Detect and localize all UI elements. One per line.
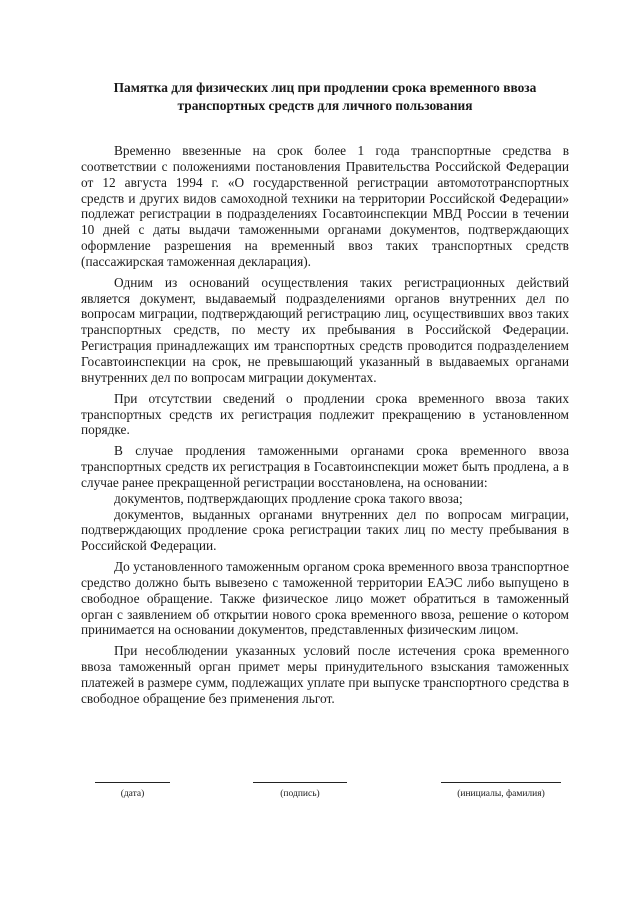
list-item-migration-documents: документов, выданных органами внутренних дел по вопросам миграции, подтверждающих продление срока регистрации таких лиц по месту пребывания в Российской Федерации. bbox=[81, 506, 569, 554]
document-body bbox=[81, 143, 569, 712]
name-label: (инициалы, фамилия) bbox=[457, 789, 545, 799]
signature-sign-field bbox=[253, 782, 347, 799]
paragraph-export-deadline: До установленного таможенным органом срока временного ввоза транспортное средство должно быть вывезено с таможенной территории ЕАЭС либо выпущено в свободное обращение. Также физическое лицо может обратиться в таможенный орган с заявлением об открытии нового срока временного ввоза, решение о котором принимается на основании документов, представленных физическим лицом. bbox=[81, 559, 569, 638]
paragraph-enforcement: При несоблюдении указанных условий после истечения срока временного ввоза таможенный орган примет меры принудительного взыскания таможенных платежей в размере сумм, подлежащих уплате при выпуске транспортного средства в свободное обращение без применения льгот. bbox=[81, 643, 569, 706]
name-line bbox=[441, 782, 561, 783]
date-label: (дата) bbox=[120, 789, 145, 799]
date-line bbox=[95, 782, 170, 783]
paragraph-registration-requirement: Временно ввезенные на срок более 1 года транспортные средства в соответствии с положениями постановления Правительства Российской Федерации от 12 августа 1994 г. «О государственной регистрации автомототранспортных средств и других видов самоходной техники на территории Российской Федерации» подлежат регистрации в подразделениях Госавтоинспекции МВД России в течении 10 дней с даты выдачи таможенными органами документов, подтверждающих оформление разрешения на временный ввоз таких транспортных средств (пассажирская таможенная декларация). bbox=[81, 143, 569, 269]
document-title bbox=[80, 79, 570, 115]
title-line-1: Памятка для физических лиц при продлении срока временного ввоза bbox=[113, 80, 537, 95]
list-item-import-documents: документов, подтверждающих продление срока такого ввоза; bbox=[114, 490, 463, 506]
signature-name-field bbox=[441, 782, 561, 799]
sign-label: (подпись) bbox=[280, 789, 320, 799]
paragraph-no-extension: При отсутствии сведений о продлении срока временного ввоза таких транспортных средств их регистрация подлежит прекращению в установленном порядке. bbox=[81, 390, 569, 438]
paragraph-extension-basis: В случае продления таможенными органами срока временного ввоза транспортных средств их регистрация в Госавтоинспекции может быть продлена, а в случае ранее прекращенной регистрации восстановлена, на основании: bbox=[81, 443, 569, 490]
paragraph-registration-basis: Одним из оснований осуществления таких регистрационных действий является документ, выдаваемый подразделениями органов внутренних дел по вопросам миграции, подтверждающий регистрацию лиц, осуществивших ввоз таких транспортных средств, по месту их пребывания в Российской Федерации. Регистрация принадлежащих им транспортных средств проводится подразделением Госавтоинспекции на срок, не превышающий указанный в выдаваемых органами внутренних дел по вопросам миграции документах. bbox=[81, 274, 569, 385]
sign-line bbox=[253, 782, 347, 783]
title-line-2: транспортных средств для личного пользования bbox=[177, 98, 473, 113]
signature-date-field bbox=[95, 782, 170, 799]
